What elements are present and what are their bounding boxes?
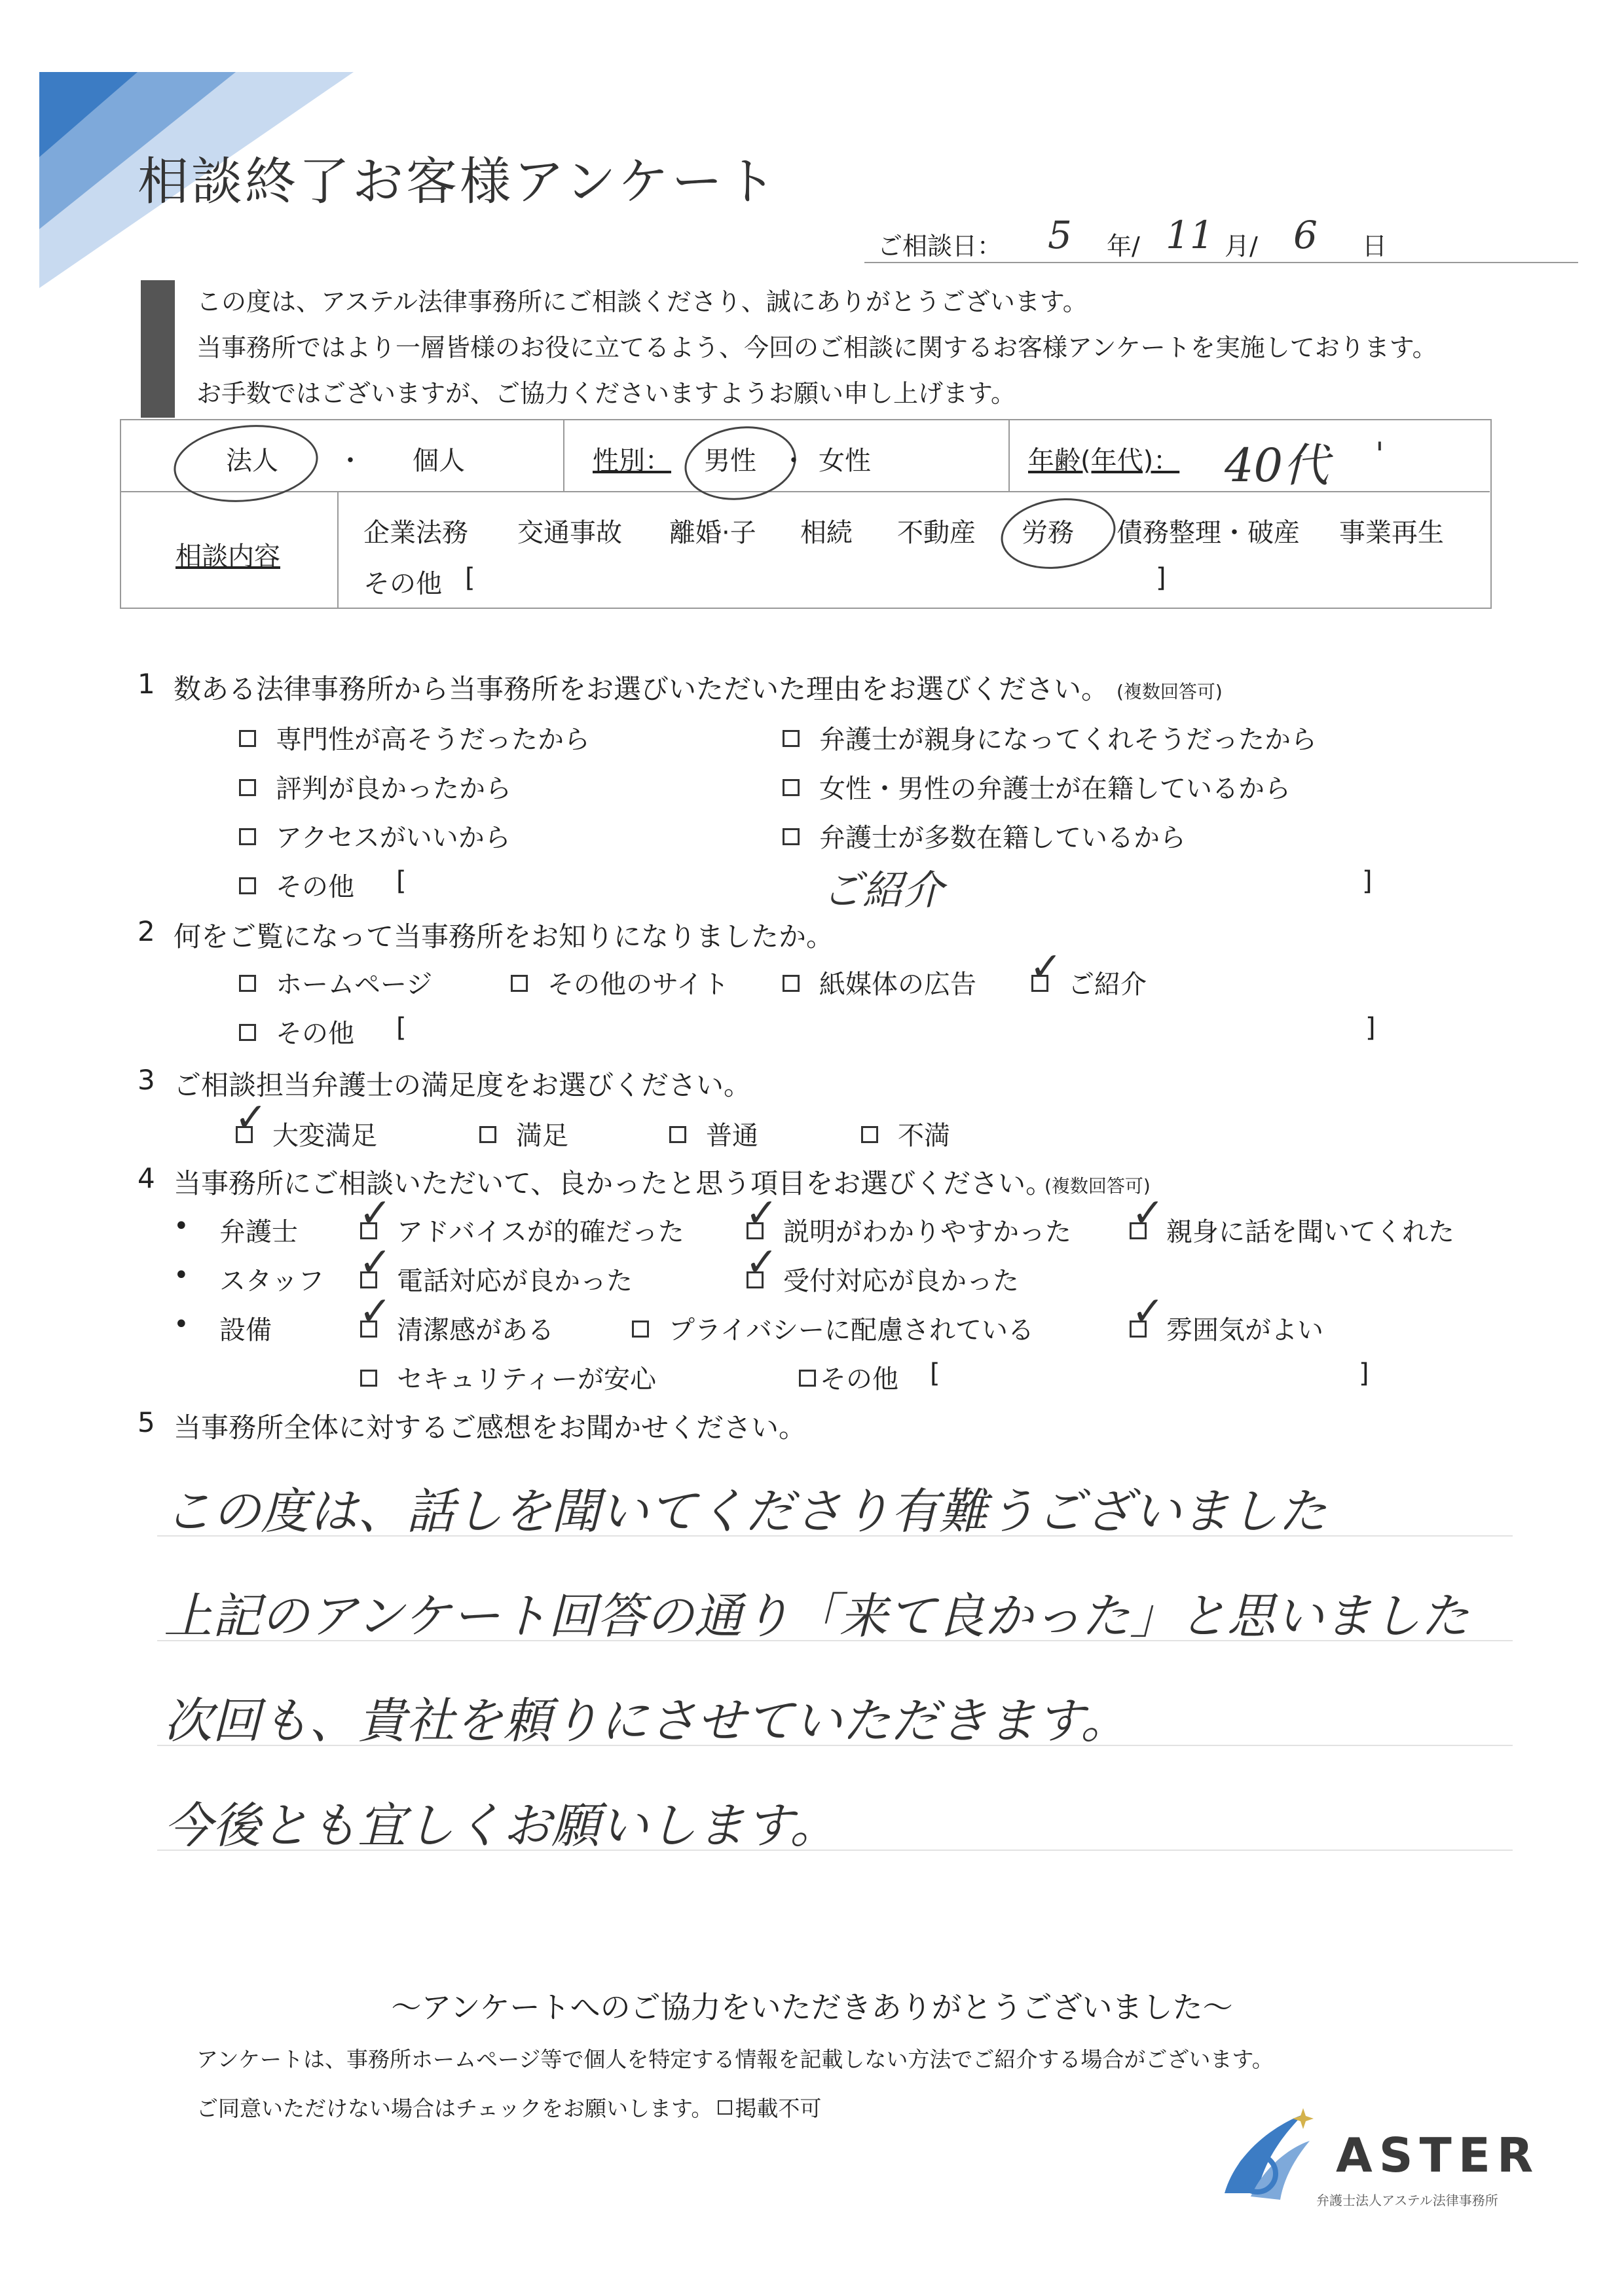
q5-number: 5	[138, 1406, 155, 1438]
checkbox[interactable]	[239, 877, 256, 894]
q4-option-atmosphere[interactable]: 雰囲気がよい	[1130, 1309, 1323, 1347]
date-month-unit: 月/	[1225, 232, 1258, 261]
checkbox[interactable]	[861, 1126, 878, 1143]
checkbox[interactable]	[632, 1321, 649, 1338]
check-mark-icon: ✓	[234, 1095, 268, 1140]
checkbox[interactable]	[511, 975, 528, 992]
category-corporate-law[interactable]: 企業法務	[363, 518, 468, 548]
check-mark-icon: ✓	[1132, 1190, 1165, 1236]
check-mark-icon: ✓	[745, 1190, 779, 1236]
q4-category-lawyer: 弁護士	[219, 1217, 298, 1247]
aster-logo-text: ASTER	[1336, 2128, 1540, 2183]
check-mark-icon: ✓	[745, 1239, 779, 1285]
checkbox[interactable]	[239, 975, 256, 992]
q1-option-other[interactable]: その他	[239, 866, 354, 903]
intro-line-3: お手数ではございますが、ご協力くださいますようお願い申し上げます。	[196, 379, 1016, 408]
q4-number: 4	[138, 1162, 155, 1194]
q4-option-other[interactable]: その他	[799, 1358, 898, 1396]
q3-option-neutral[interactable]: 普通	[669, 1115, 758, 1152]
consult-label: 相談内容	[175, 541, 280, 572]
q2-option-print-ad[interactable]: 紙媒体の広告	[783, 964, 976, 1001]
check-mark-icon: ✓	[359, 1190, 392, 1236]
date-label: ご相談日：	[877, 232, 1003, 261]
category-other-bracket-open: [	[465, 563, 475, 593]
q1-option-gender-lawyers[interactable]: 女性・男性の弁護士が在籍しているから	[783, 768, 1291, 805]
option-individual[interactable]: 個人	[413, 446, 465, 476]
q1-option-caring[interactable]: 弁護士が親身になってくれそうだったから	[783, 719, 1317, 756]
category-business-revival[interactable]: 事業再生	[1339, 518, 1444, 548]
date-month-value[interactable]: 11	[1166, 213, 1214, 257]
category-traffic-accident[interactable]: 交通事故	[517, 518, 622, 548]
q4-option-listening[interactable]: 親身に話を聞いてくれた	[1130, 1211, 1454, 1248]
q2-text: 何をご覧になって当事務所をお知りになりましたか。	[174, 920, 834, 953]
checkbox[interactable]	[783, 828, 800, 845]
q2-other-bracket-close: ]	[1365, 1013, 1376, 1043]
q5-text: 当事務所全体に対するご感想をお聞かせください。	[174, 1412, 807, 1444]
q2-option-homepage[interactable]: ホームページ	[239, 964, 432, 1001]
category-divorce[interactable]: 離婚·子	[669, 518, 756, 548]
q4-category-staff: スタッフ	[219, 1266, 324, 1296]
no-publish-label: 掲載不可	[735, 2096, 822, 2121]
checkbox[interactable]	[669, 1126, 686, 1143]
q1-option-many-lawyers[interactable]: 弁護士が多数在籍しているから	[783, 817, 1186, 854]
checkbox[interactable]	[479, 1126, 496, 1143]
category-other-bracket-close: ]	[1156, 563, 1166, 593]
checkbox[interactable]	[360, 1370, 377, 1387]
aster-logo-icon	[1211, 2108, 1316, 2206]
footer-note-2: ご同意いただけない場合はチェックをお願いします。 掲載不可	[196, 2096, 822, 2121]
age-mark: '	[1375, 435, 1384, 473]
bullet: •	[174, 1309, 189, 1339]
q1-option-reputation[interactable]: 評判が良かったから	[239, 768, 511, 805]
gender-label: 性別：	[593, 446, 671, 476]
q1-option-access[interactable]: アクセスがいいから	[239, 817, 511, 854]
survey-title: 相談終了お客様アンケート	[138, 153, 779, 211]
checkbox[interactable]	[239, 730, 256, 747]
option-female[interactable]: 女性	[819, 446, 871, 476]
q4-text: 当事務所にご相談いただいて、良かったと思う項目をお選びください。	[174, 1167, 1054, 1199]
q2-number: 2	[138, 915, 155, 947]
q1-other-value[interactable]: ご紹介	[822, 866, 944, 914]
check-mark-icon: ✓	[1132, 1288, 1165, 1334]
table-vline-3	[337, 492, 339, 608]
q3-option-very-satisfied[interactable]: 大変満足	[236, 1115, 377, 1152]
bullet: •	[174, 1211, 189, 1241]
table-vline-2	[1008, 420, 1010, 491]
checkbox[interactable]	[799, 1370, 816, 1387]
q1-other-bracket-open: [	[396, 866, 407, 896]
check-mark-icon: ✓	[359, 1288, 392, 1334]
category-inheritance[interactable]: 相続	[800, 518, 853, 548]
q4-note: (複数回答可)	[1044, 1175, 1151, 1197]
bullet: •	[174, 1260, 189, 1290]
category-other-label[interactable]: その他	[363, 569, 442, 599]
age-label: 年齢(年代)：	[1028, 446, 1180, 476]
footer-thanks: ～アンケートへのご協力をいただきありがとうございました～	[391, 1990, 1233, 2025]
category-debt[interactable]: 債務整理・破産	[1116, 518, 1300, 548]
q4-other-bracket-close: ]	[1359, 1358, 1369, 1389]
checkbox[interactable]	[783, 779, 800, 796]
comment-line-1: この度は、話しを聞いてくださり有難うございました	[164, 1484, 1327, 1540]
q1-text: 数ある法律事務所から当事務所をお選びいただいた理由をお選びください。	[174, 673, 1109, 705]
q1-note: (複数回答可)	[1116, 681, 1223, 702]
checkbox[interactable]	[239, 1024, 256, 1041]
q2-option-other-site[interactable]: その他のサイト	[511, 964, 729, 1001]
separator-dot-2: ・	[781, 446, 807, 476]
check-mark-icon: ✓	[359, 1239, 392, 1285]
table-vline-1	[563, 420, 564, 491]
date-day-value[interactable]: 6	[1293, 213, 1318, 257]
q2-option-other[interactable]: その他	[239, 1013, 354, 1050]
q4-option-explanation[interactable]: 説明がわかりやすかった	[747, 1211, 1071, 1248]
q3-option-unsatisfied[interactable]: 不満	[861, 1115, 950, 1152]
no-publish-checkbox[interactable]	[718, 2100, 732, 2115]
q4-option-security[interactable]: セキュリティーが安心	[360, 1358, 656, 1396]
q4-option-clean[interactable]: 清潔感がある	[360, 1309, 554, 1347]
checkbox[interactable]	[783, 730, 800, 747]
q3-text: ご相談担当弁護士の満足度をお選びください。	[174, 1069, 752, 1101]
q4-option-phone[interactable]: 電話対応が良かった	[360, 1260, 633, 1298]
age-value[interactable]: 40代	[1225, 439, 1329, 492]
q4-other-bracket-open: [	[930, 1358, 940, 1389]
q1-option-expertise[interactable]: 専門性が高そうだったから	[239, 719, 590, 756]
check-mark-icon: ✓	[1029, 944, 1063, 990]
q4-option-reception[interactable]: 受付対応が良かった	[747, 1260, 1019, 1298]
option-male[interactable]: 男性	[704, 446, 756, 476]
intro-line-1: この度は、アステル法律事務所にご相談くださり、誠にありがとうございます。	[196, 287, 1088, 316]
comment-line-2: 上記のアンケート回答の通り「来て良かった」と思いました	[164, 1588, 1469, 1645]
checkbox[interactable]	[783, 975, 800, 992]
date-year-unit: 年/	[1107, 232, 1140, 261]
intro-bar	[141, 280, 175, 418]
date-year-value[interactable]: 5	[1048, 213, 1072, 257]
q3-option-satisfied[interactable]: 満足	[479, 1115, 568, 1152]
checkbox[interactable]	[239, 828, 256, 845]
q3-number: 3	[138, 1064, 155, 1096]
category-real-estate[interactable]: 不動産	[897, 518, 976, 548]
separator-dot: ・	[337, 446, 363, 476]
q2-option-referral[interactable]: ご紹介	[1031, 964, 1147, 1001]
comment-line-4: 今後とも宜しくお願いします。	[164, 1798, 839, 1854]
intro-line-2: 当事務所ではより一層皆様のお役に立てるよう、今回のご相談に関するお客様アンケートを実施しております。	[196, 333, 1437, 362]
date-day-unit: 日	[1362, 232, 1388, 261]
date-underline	[864, 262, 1578, 263]
q1-number: 1	[138, 668, 155, 700]
option-corporate[interactable]: 法人	[226, 446, 278, 476]
footer-note-1: アンケートは、事務所ホームページ等で個人を特定する情報を記載しない方法でご紹介する場合がございます。	[196, 2047, 1274, 2072]
comment-line-3: 次回も、貴社を頼りにさせていただきます。	[164, 1693, 1130, 1749]
aster-logo-subtitle: 弁護士法人アステル法律事務所	[1316, 2193, 1498, 2208]
q4-option-privacy[interactable]: プライバシーに配慮されている	[632, 1309, 1034, 1347]
q2-other-bracket-open: [	[396, 1013, 407, 1043]
q4-option-advice[interactable]: アドバイスが的確だった	[360, 1211, 684, 1248]
category-labor[interactable]: 労務	[1022, 518, 1074, 548]
q1-other-bracket-close: ]	[1362, 866, 1373, 896]
checkbox[interactable]	[239, 779, 256, 796]
q4-category-facility: 設備	[219, 1315, 272, 1345]
